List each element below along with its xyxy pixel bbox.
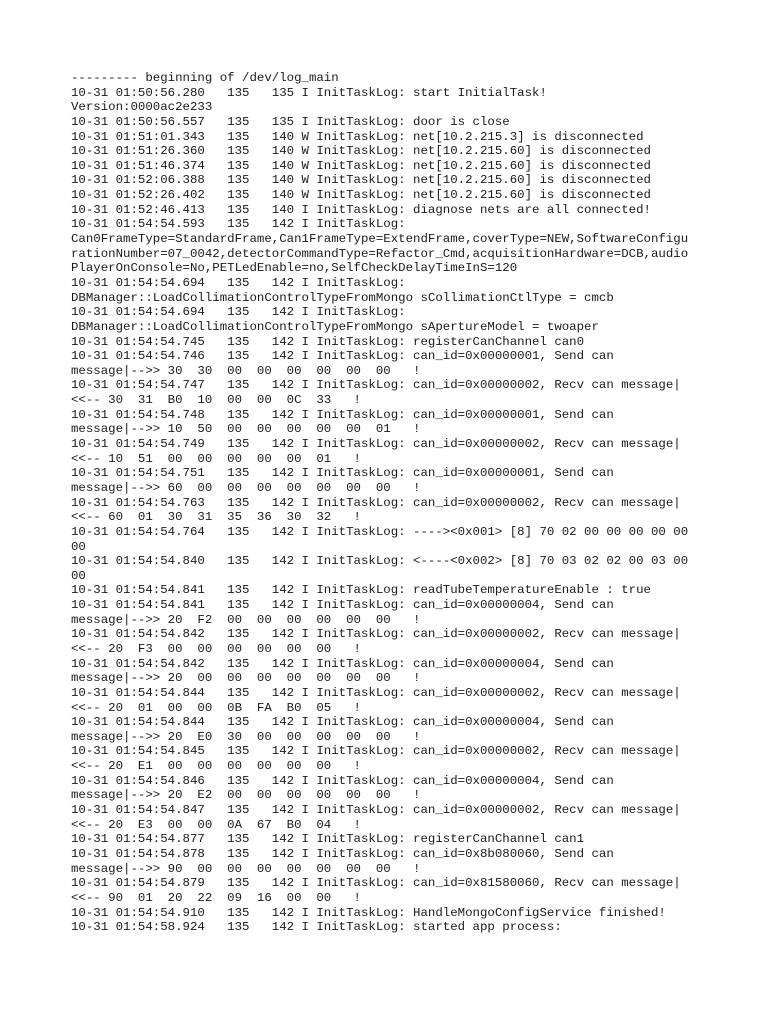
log-line: 10-31 01:50:56.280 135 135 I InitTaskLog: start InitialTask! (71, 85, 547, 100)
log-line: message|-->> 20 00 00 00 00 00 00 00 ! (71, 671, 421, 686)
log-line: 10-31 01:51:01.343 135 140 W InitTaskLog: net[10.2.215.3] is disconnected (71, 129, 644, 144)
log-line: message|-->> 10 50 00 00 00 00 00 01 ! (71, 422, 421, 437)
log-line: <<-- 20 E3 00 00 0A 67 B0 04 ! (71, 817, 361, 832)
log-line: 10-31 01:54:54.844 135 142 I InitTaskLog: can_id=0x00000002, Recv can message| (71, 685, 681, 700)
log-line: 10-31 01:54:54.878 135 142 I InitTaskLog: can_id=0x8b080060, Send can (71, 846, 614, 861)
log-line: 10-31 01:54:54.694 135 142 I InitTaskLog: (71, 275, 406, 290)
log-line: <<-- 10 51 00 00 00 00 00 01 ! (71, 451, 361, 466)
log-line: message|-->> 90 00 00 00 00 00 00 00 ! (71, 861, 421, 876)
log-line: rationNumber=07_0042,detectorCommandType=Refactor_Cmd,acquisitionHardware=DCB,audio (71, 246, 689, 261)
log-line: 10-31 01:54:54.764 135 142 I InitTaskLog: ----><0x001> [8] 70 02 00 00 00 00 00 (71, 524, 689, 539)
log-line: message|-->> 30 30 00 00 00 00 00 00 ! (71, 363, 421, 378)
log-line: message|-->> 20 F2 00 00 00 00 00 00 ! (71, 612, 421, 627)
log-line: 10-31 01:52:06.388 135 140 W InitTaskLog: net[10.2.215.60] is disconnected (71, 173, 651, 188)
log-line: 10-31 01:54:54.845 135 142 I InitTaskLog: can_id=0x00000002, Recv can message| (71, 744, 681, 759)
log-line: 10-31 01:54:54.840 135 142 I InitTaskLog: <----<0x002> [8] 70 03 02 02 00 03 00 (71, 554, 689, 569)
log-line: 10-31 01:54:54.877 135 142 I InitTaskLog: registerCanChannel can1 (71, 832, 585, 847)
log-text-block (71, 71, 711, 935)
log-line: 10-31 01:52:46.413 135 140 I InitTaskLog: diagnose nets are all connected! (71, 202, 651, 217)
log-line: DBManager::LoadCollimationControlTypeFromMongo sApertureModel = twoaper (71, 319, 599, 334)
log-line: --------- beginning of /dev/log_main (71, 71, 339, 85)
log-line: 10-31 01:54:54.748 135 142 I InitTaskLog: can_id=0x00000001, Send can (71, 407, 614, 422)
log-line: <<-- 60 01 30 31 35 36 30 32 ! (71, 510, 361, 525)
log-line: 10-31 01:51:46.374 135 140 W InitTaskLog: net[10.2.215.60] is disconnected (71, 158, 651, 173)
log-line: <<-- 20 E1 00 00 00 00 00 00 ! (71, 759, 361, 774)
log-line: 10-31 01:54:54.879 135 142 I InitTaskLog: can_id=0x81580060, Recv can message| (71, 876, 681, 891)
log-line: Can0FrameType=StandardFrame,Can1FrameType=ExtendFrame,coverType=NEW,SoftwareConfigu (71, 232, 689, 247)
log-line: 10-31 01:54:54.747 135 142 I InitTaskLog: can_id=0x00000002, Recv can message| (71, 378, 681, 393)
log-line: 00 (71, 568, 86, 583)
log-line: 10-31 01:54:54.746 135 142 I InitTaskLog: can_id=0x00000001, Send can (71, 349, 614, 364)
log-line: Version:0000ac2e233 (71, 100, 213, 115)
log-line: 10-31 01:54:54.841 135 142 I InitTaskLog: readTubeTemperatureEnable : true (71, 583, 651, 598)
log-line: 10-31 01:54:58.924 135 142 I InitTaskLog: started app process: (71, 920, 562, 935)
log-line: message|-->> 20 E2 00 00 00 00 00 00 ! (71, 788, 421, 803)
log-line: 10-31 01:54:54.763 135 142 I InitTaskLog: can_id=0x00000002, Recv can message| (71, 495, 681, 510)
log-line: message|-->> 20 E0 30 00 00 00 00 00 ! (71, 729, 421, 744)
log-line: 00 (71, 539, 86, 554)
log-line: 10-31 01:54:54.842 135 142 I InitTaskLog: can_id=0x00000004, Send can (71, 656, 614, 671)
log-line: 10-31 01:54:54.847 135 142 I InitTaskLog: can_id=0x00000002, Recv can message| (71, 803, 681, 818)
log-line: 10-31 01:54:54.842 135 142 I InitTaskLog: can_id=0x00000002, Recv can message| (71, 627, 681, 642)
log-line: <<-- 30 31 B0 10 00 00 0C 33 ! (71, 393, 361, 408)
log-line: 10-31 01:54:54.846 135 142 I InitTaskLog: can_id=0x00000004, Send can (71, 773, 614, 788)
log-line: <<-- 20 01 00 00 0B FA B0 05 ! (71, 700, 361, 715)
log-line: 10-31 01:54:54.749 135 142 I InitTaskLog: can_id=0x00000002, Recv can message| (71, 437, 681, 452)
log-line: 10-31 01:50:56.557 135 135 I InitTaskLog: door is close (71, 114, 510, 129)
log-line: 10-31 01:54:54.910 135 142 I InitTaskLog: HandleMongoConfigService finished! (71, 905, 666, 920)
log-line: 10-31 01:51:26.360 135 140 W InitTaskLog: net[10.2.215.60] is disconnected (71, 144, 651, 159)
log-line: 10-31 01:54:54.844 135 142 I InitTaskLog: can_id=0x00000004, Send can (71, 715, 614, 730)
log-line: <<-- 20 F3 00 00 00 00 00 00 ! (71, 641, 361, 656)
log-line: 10-31 01:54:54.593 135 142 I InitTaskLog: (71, 217, 406, 232)
log-line: 10-31 01:54:54.694 135 142 I InitTaskLog: (71, 305, 406, 320)
log-line: 10-31 01:52:26.402 135 140 W InitTaskLog: net[10.2.215.60] is disconnected (71, 188, 651, 203)
log-line: DBManager::LoadCollimationControlTypeFromMongo sCollimationCtlType = cmcb (71, 290, 614, 305)
log-line: 10-31 01:54:54.751 135 142 I InitTaskLog: can_id=0x00000001, Send can (71, 466, 614, 481)
log-line: PlayerOnConsole=No,PETLedEnable=no,SelfCheckDelayTimeInS=120 (71, 261, 518, 276)
log-line: <<-- 90 01 20 22 09 16 00 00 ! (71, 890, 361, 905)
log-line: message|-->> 60 00 00 00 00 00 00 00 ! (71, 480, 421, 495)
log-line: 10-31 01:54:54.841 135 142 I InitTaskLog: can_id=0x00000004, Send can (71, 598, 614, 613)
log-line: 10-31 01:54:54.745 135 142 I InitTaskLog: registerCanChannel can0 (71, 334, 585, 349)
